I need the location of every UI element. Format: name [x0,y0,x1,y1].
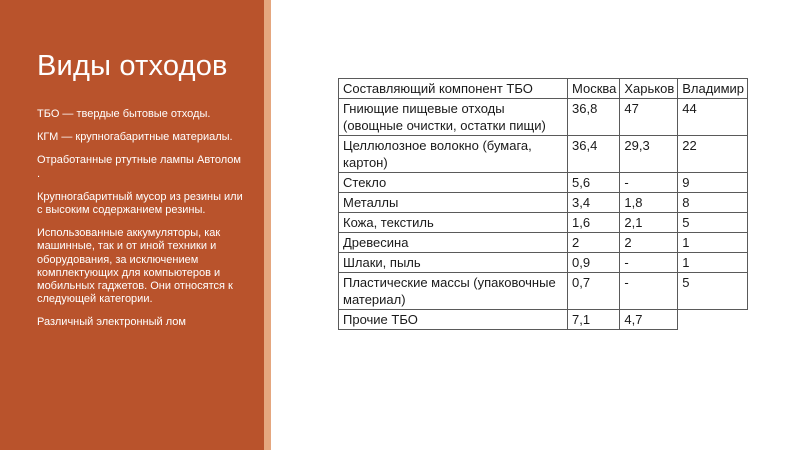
table-cell: 0,7 [568,273,620,310]
table-cell: 1 [678,253,748,273]
header-cell: Харьков [620,79,678,99]
slide-title: Виды отходов [37,50,228,82]
note-item: Отработанные ртутные лампы Автолом . [37,154,241,180]
notes-list [37,108,247,340]
table-cell: - [620,253,678,273]
table-cell: 1,6 [568,213,620,233]
table-cell: Целлюлозное волокно (бумага, картон) [339,136,568,173]
table-cell: 0,9 [568,253,620,273]
table-cell: 2,1 [620,213,678,233]
table-cell: 44 [678,99,748,136]
table-cell: - [620,273,678,310]
table-cell: 3,4 [568,193,620,213]
table-cell: 29,3 [620,136,678,173]
table-cell: 1 [678,233,748,253]
table-cell: 1,8 [620,193,678,213]
table-cell: 5 [678,213,748,233]
table-cell: Гниющие пищевые отходы (овощные очистки, остатки пищи) [339,99,568,136]
table-cell: 5,6 [568,173,620,193]
table-cell: 2 [568,233,620,253]
note-item: Крупногабаритный мусор из резины или с высоким содержанием резины. [37,190,243,217]
note-item: Использованные аккумуляторы, как машинные, так и от иной техники и оборудования, за исключением комплектующих для компьютеров и мобильных гаджетов. Они относятся к следующей категории. [37,227,233,306]
table-cell: Металлы [339,193,568,213]
accent-bar [264,0,271,450]
table-cell: 36,8 [568,99,620,136]
table-row [339,233,748,253]
table-cell: Прочие ТБО [339,310,568,330]
waste-composition-table [338,78,748,330]
table-row [339,310,748,330]
table-row [339,213,748,233]
table-header-row [339,79,748,99]
table-cell: 5 [678,273,748,310]
table-cell: Древесина [339,233,568,253]
table-cell: 8 [678,193,748,213]
table-cell: Пластические массы (упаковочные материал) [339,273,568,310]
header-cell: Составляющий компонент ТБО [339,79,568,99]
table-row [339,193,748,213]
table-cell: Кожа, текстиль [339,213,568,233]
header-cell: Москва [568,79,620,99]
table-cell: 9 [678,173,748,193]
note-item: ТБО — твердые бытовые отходы. [37,108,211,120]
table-row [339,273,748,310]
table-row [339,99,748,136]
table-cell: 4,7 [620,310,678,330]
left-panel [0,0,264,450]
note-item: Различный электронный лом [37,316,186,329]
table-cell: 2 [620,233,678,253]
table-row [339,253,748,273]
table-cell: 22 [678,136,748,173]
table-cell: 47 [620,99,678,136]
table-row [339,173,748,193]
header-cell: Владимир [678,79,748,99]
note-item: КГМ — крупногабаритные материалы. [37,131,233,144]
table-cell: - [620,173,678,193]
table-row [339,136,748,173]
table-cell: Стекло [339,173,568,193]
table-cell: Шлаки, пыль [339,253,568,273]
table-cell: 7,1 [568,310,620,330]
table-cell-empty [678,310,748,330]
table-cell: 36,4 [568,136,620,173]
